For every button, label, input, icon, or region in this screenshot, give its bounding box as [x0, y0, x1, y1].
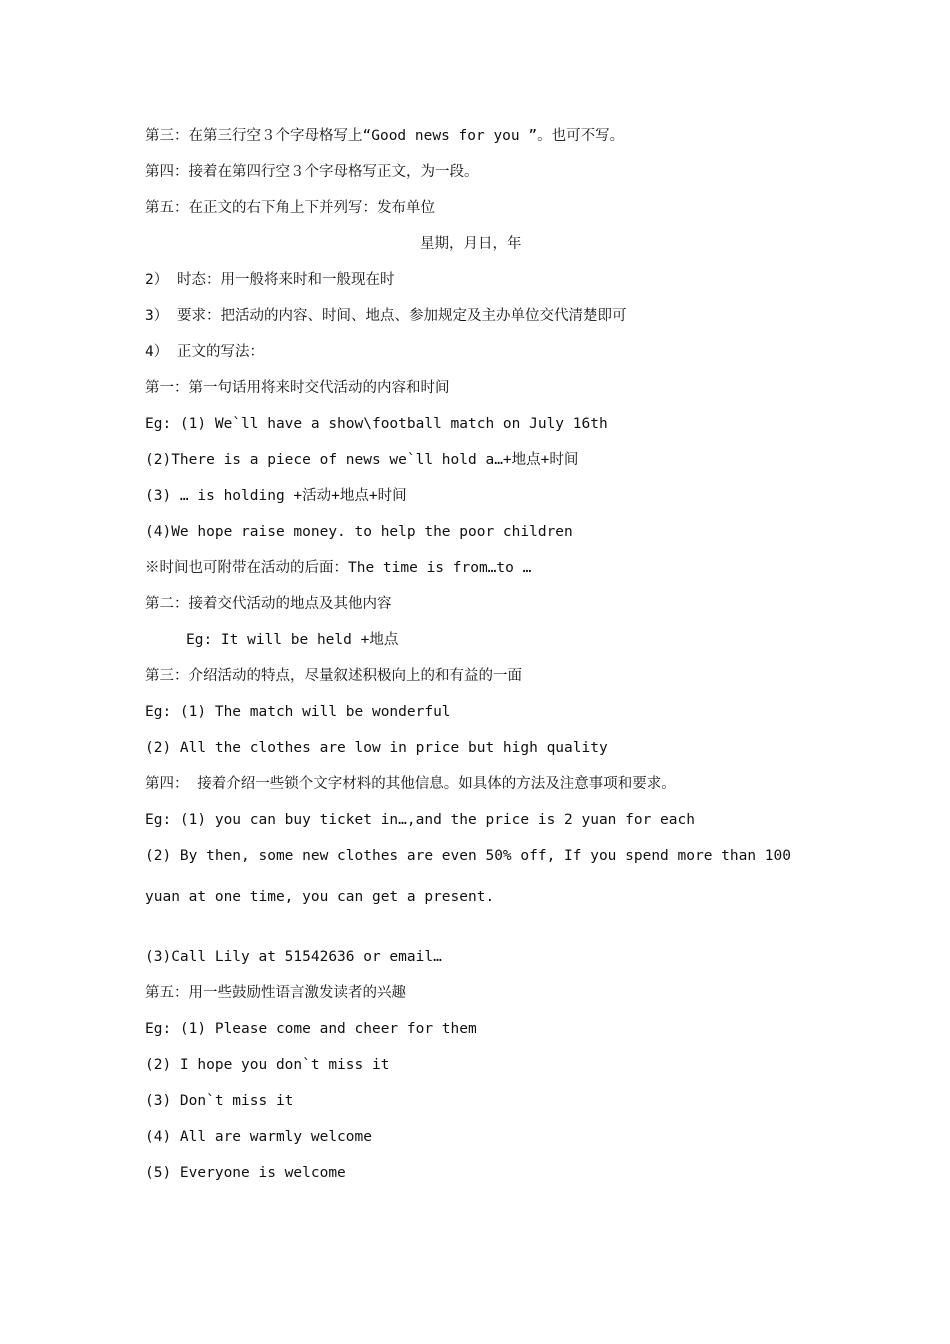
text-line: Eg: (1) Please come and cheer for them — [145, 1021, 477, 1037]
text-line: 第三：在第三行空３个字母格写上“Good news for you ”。也可不写。 — [145, 128, 625, 144]
text-line: 星期，月日，年 — [420, 236, 522, 252]
text-line: (4) All are warmly welcome — [145, 1129, 372, 1145]
text-line: Eg: (1) you can buy ticket in…,and the price is 2 yuan for each — [145, 812, 695, 828]
text-line: 3） 要求：把活动的内容、时间、地点、参加规定及主办单位交代清楚即可 — [145, 308, 627, 324]
text-line: 2） 时态：用一般将来时和一般现在时 — [145, 272, 395, 288]
text-line: (2) I hope you don`t miss it — [145, 1057, 390, 1073]
text-line: (2) All the clothes are low in price but high quality — [145, 740, 608, 756]
text-line: yuan at one time, you can get a present. — [145, 889, 495, 905]
text-line: 第五：在正文的右下角上下并列写：发布单位 — [145, 200, 435, 216]
text-line: Eg: (1) We`ll have a show\football match on July 16th — [145, 416, 608, 432]
text-line: 第一：第一句话用将来时交代活动的内容和时间 — [145, 380, 450, 396]
text-line: (3) Don`t miss it — [145, 1093, 294, 1109]
text-line: 第三：介绍活动的特点，尽量叙述积极向上的和有益的一面 — [145, 668, 522, 684]
text-line: ※时间也可附带在活动的后面：The time is from…to … — [145, 560, 532, 576]
text-line: Eg: (1) The match will be wonderful — [145, 704, 451, 720]
text-line: (4)We hope raise money. to help the poor children — [145, 524, 573, 540]
text-line: 第四： 接着介绍一些锁个文字材料的其他信息。如具体的方法及注意事项和要求。 — [145, 776, 676, 792]
text-line: 第二：接着交代活动的地点及其他内容 — [145, 596, 392, 612]
text-line: Eg: It will be held +地点 — [186, 632, 399, 648]
text-line: (2)There is a piece of news we`ll hold a…+地点+时间 — [145, 452, 579, 468]
text-line: (2) By then, some new clothes are even 50% off, If you spend more than 100 — [145, 848, 792, 864]
text-line: (5) Everyone is welcome — [145, 1165, 346, 1181]
text-line: 第四：接着在第四行空３个字母格写正文，为一段。 — [145, 164, 479, 180]
text-line: 4） 正文的写法： — [145, 344, 264, 360]
text-line: (3)Call Lily at 51542636 or email… — [145, 949, 442, 965]
text-line: 第五：用一些鼓励性语言激发读者的兴趣 — [145, 985, 406, 1001]
text-line: (3) … is holding +活动+地点+时间 — [145, 488, 407, 504]
